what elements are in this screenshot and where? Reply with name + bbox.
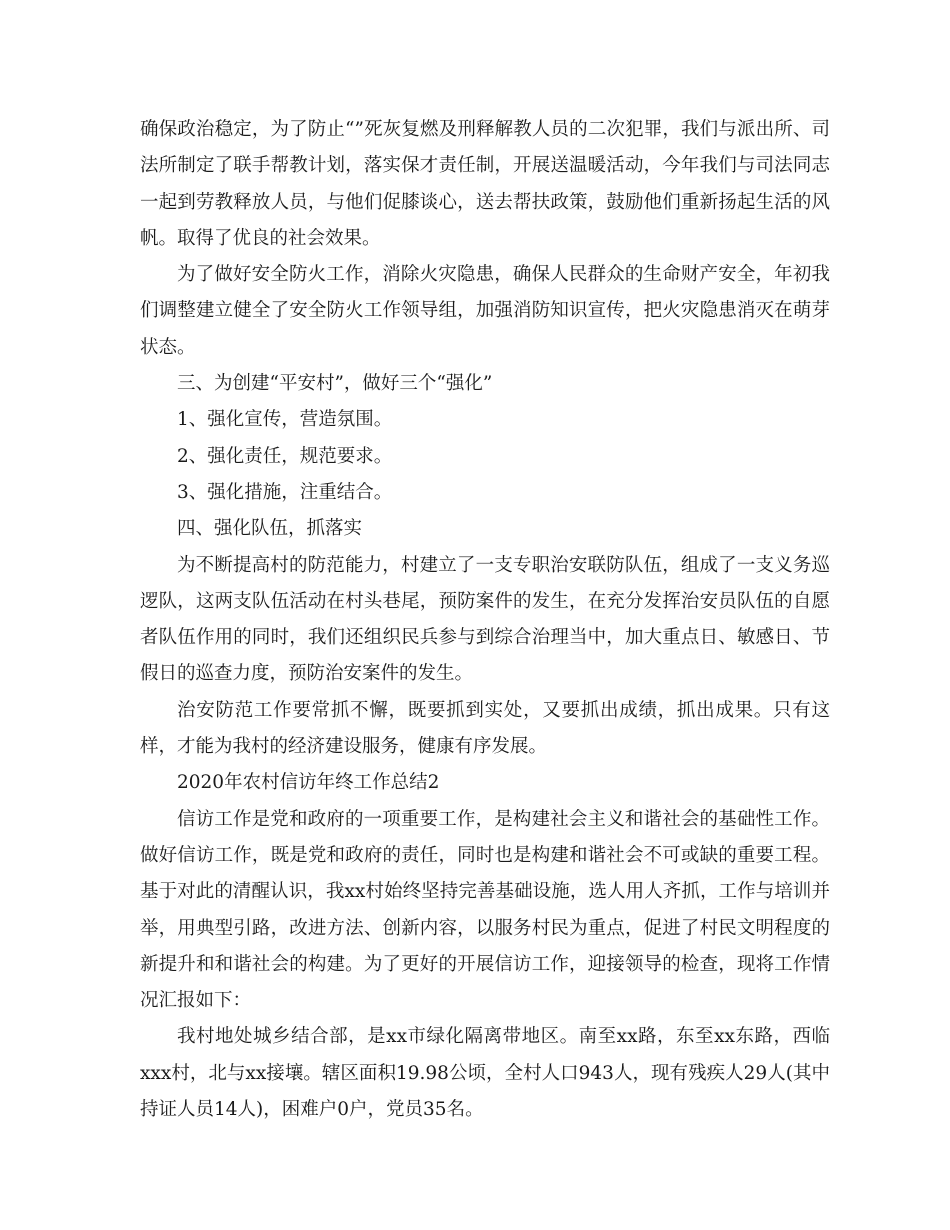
- list-item-responsibility: 2、强化责任，规范要求。: [177, 445, 393, 467]
- paragraph-continuation: 确保政治稳定，为了防止“”死灰复燃及刑释解教人员的二次犯罪，我们与派出所、司法所制定了联手帮教计划，落实保才责任制，开展送温暖活动，今年我们与司法同志一起到劳教释放人员，与他们促膝谈心，送去帮扶政策，鼓励他们重新扬起生活的风帆。取得了优良的社会效果。: [140, 119, 830, 249]
- paragraph-fire-safety: 为了做好安全防火工作，消除火灾隐患，确保人民群众的生命财产安全，年初我们调整建立健全了安全防火工作领导组，加强消防知识宣传，把火灾隐患消灭在萌芽状态。: [140, 264, 830, 358]
- section-heading-safe-village: 三、为创建“平安村”，做好三个“强化”: [177, 373, 493, 395]
- paragraph-petition-work: 信访工作是党和政府的一项重要工作，是构建社会主义和谐社会的基础性工作。做好信访工作，既是党和政府的责任，同时也是构建和谐社会不可或缺的重要工程。基于对此的清醒认识，我xx村始终坚持完善基础设施，选人用人齐抓，工作与培训并举，用典型引路，改进方法、创新内容，以服务村民为重点，促进了村民文明程度的新提升和和谐社会的构建。为了更好的开展信访工作，迎接领导的检查，现将工作情况汇报如下：: [140, 808, 830, 1012]
- section-heading-team: 四、强化队伍，抓落实: [177, 518, 363, 540]
- document-subtitle: 2020年农村信访年终工作总结2: [177, 772, 440, 794]
- list-item-measures: 3、强化措施，注重结合。: [177, 481, 393, 503]
- paragraph-security-work: 治安防范工作要常抓不懈，既要抓到实处，又要抓出成绩，抓出成果。只有这样，才能为我村的经济建设服务，健康有序发展。: [140, 699, 830, 758]
- list-item-publicity: 1、强化宣传，营造氛围。: [177, 409, 393, 431]
- paragraph-patrol-team: 为不断提高村的防范能力，村建立了一支专职治安联防队伍，组成了一支义务巡逻队，这两支队伍活动在村头巷尾，预防案件的发生，在充分发挥治安员队伍的自愿者队伍作用的同时，我们还组织民兵参与到综合治理当中，加大重点日、敏感日、节假日的巡查力度，预防治安案件的发生。: [140, 554, 830, 685]
- paragraph-village-overview: 我村地处城乡结合部，是xx市绿化隔离带地区。南至xx路，东至xx东路，西临xxx村，北与xx接壤。辖区面积19.98公顷，全村人口943人，现有残疾人29人(其中持证人员14人)，困难户0户，党员35名。: [140, 1026, 830, 1121]
- document-body: [140, 112, 830, 1128]
